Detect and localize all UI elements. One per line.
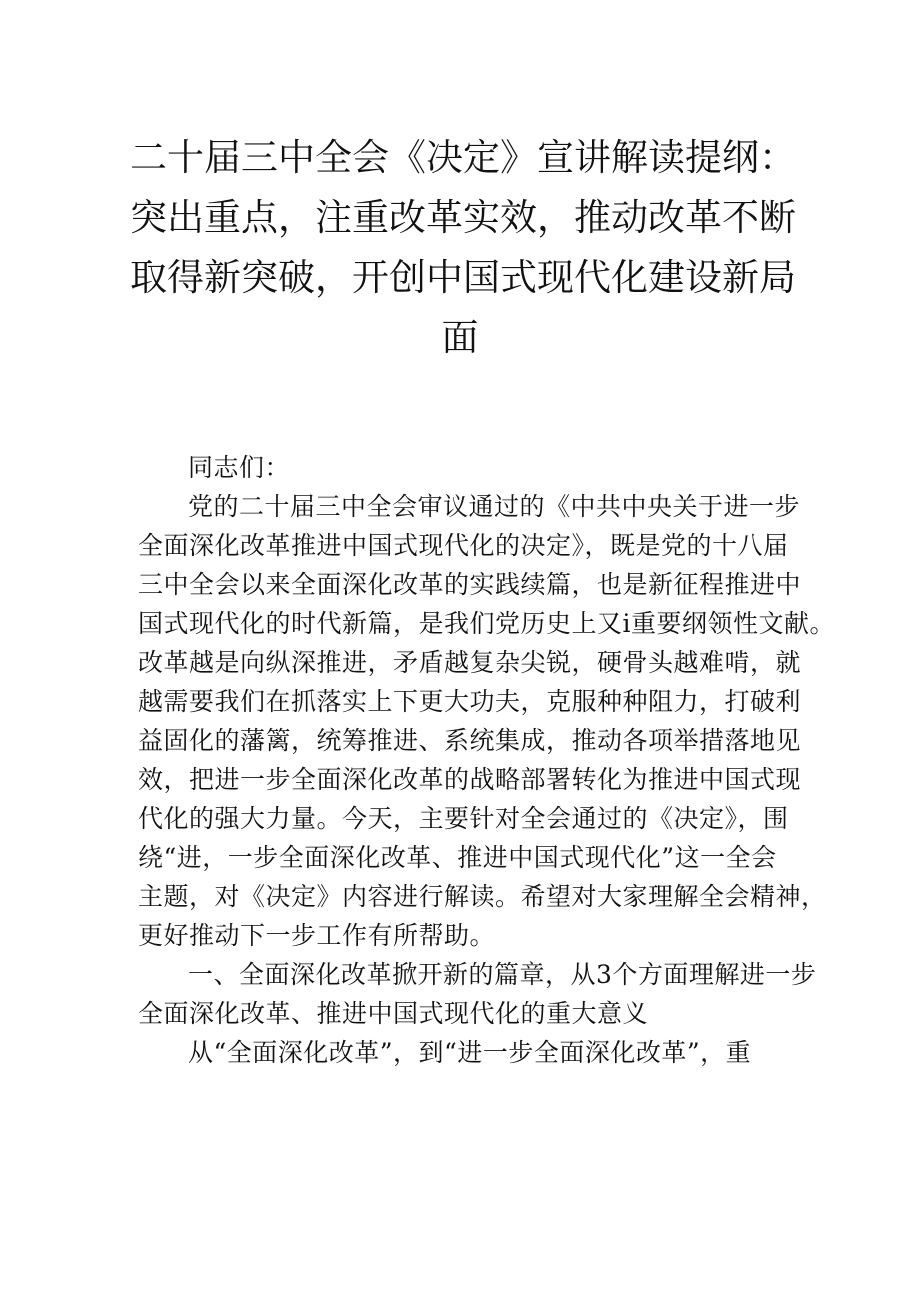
paragraph-1-line-6: 越需要我们在抓落实上下更大功夫，克服种种阻力，打破利 bbox=[138, 687, 802, 716]
document-title bbox=[130, 128, 796, 368]
paragraph-1-line-5: 改革越是向纵深推进，矛盾越复杂尖锐，硬骨头越难啃，就 bbox=[138, 648, 802, 677]
paragraph-2-line-1: 从“全面深化改革”，到“进一步全面深化改革”，重 bbox=[188, 1038, 752, 1067]
salutation: 同志们： bbox=[188, 453, 291, 482]
paragraph-1-line-8: 效，把进一步全面深化改革的战略部署转化为推进中国式现 bbox=[138, 765, 802, 794]
title-line-2: 突出重点，注重改革实效，推动改革不断 bbox=[130, 196, 796, 239]
title-line-4: 面 bbox=[441, 316, 479, 359]
section-heading-line-2: 全面深化改革、推进中国式现代化的重大意义 bbox=[138, 999, 649, 1028]
paragraph-1-line-2: 全面深化改革推进中国式现代化的决定》，既是党的十八届 bbox=[138, 531, 789, 560]
section-heading-line-1: 一、全面深化改革掀开新的篇章，从3个方面理解进一步 bbox=[188, 960, 817, 989]
paragraph-1-line-12: 更好推动下一步工作有所帮助。 bbox=[138, 921, 496, 950]
paragraph-1-line-7: 益固化的藩篱，统筹推进、系统集成，推动各项举措落地见 bbox=[138, 726, 802, 755]
paragraph-1-line-3: 三中全会以来全面深化改革的实践续篇，也是新征程推进中 bbox=[138, 570, 802, 599]
paragraph-1-line-10: 绕“进，一步全面深化改革、推进中国式现代化”这一全会 bbox=[138, 843, 777, 872]
paragraph-1-line-4: 国式现代化的时代新篇，是我们党历史上又i重要纲领性文献。 bbox=[138, 609, 835, 638]
paragraph-1-line-1: 党的二十届三中全会审议通过的《中共中央关于进一步 bbox=[188, 492, 801, 521]
title-line-3: 取得新突破，开创中国式现代化建设新局 bbox=[130, 256, 796, 299]
title-line-1: 二十届三中全会《决定》宣讲解读提纲： bbox=[130, 136, 796, 179]
document-body bbox=[138, 448, 835, 1072]
paragraph-1-line-11: 主题，对《决定》内容进行解读。希望对大家理解全会精神， bbox=[138, 882, 827, 911]
paragraph-1-line-9: 代化的强大力量。今天，主要针对全会通过的《决定》，围 bbox=[138, 804, 789, 833]
